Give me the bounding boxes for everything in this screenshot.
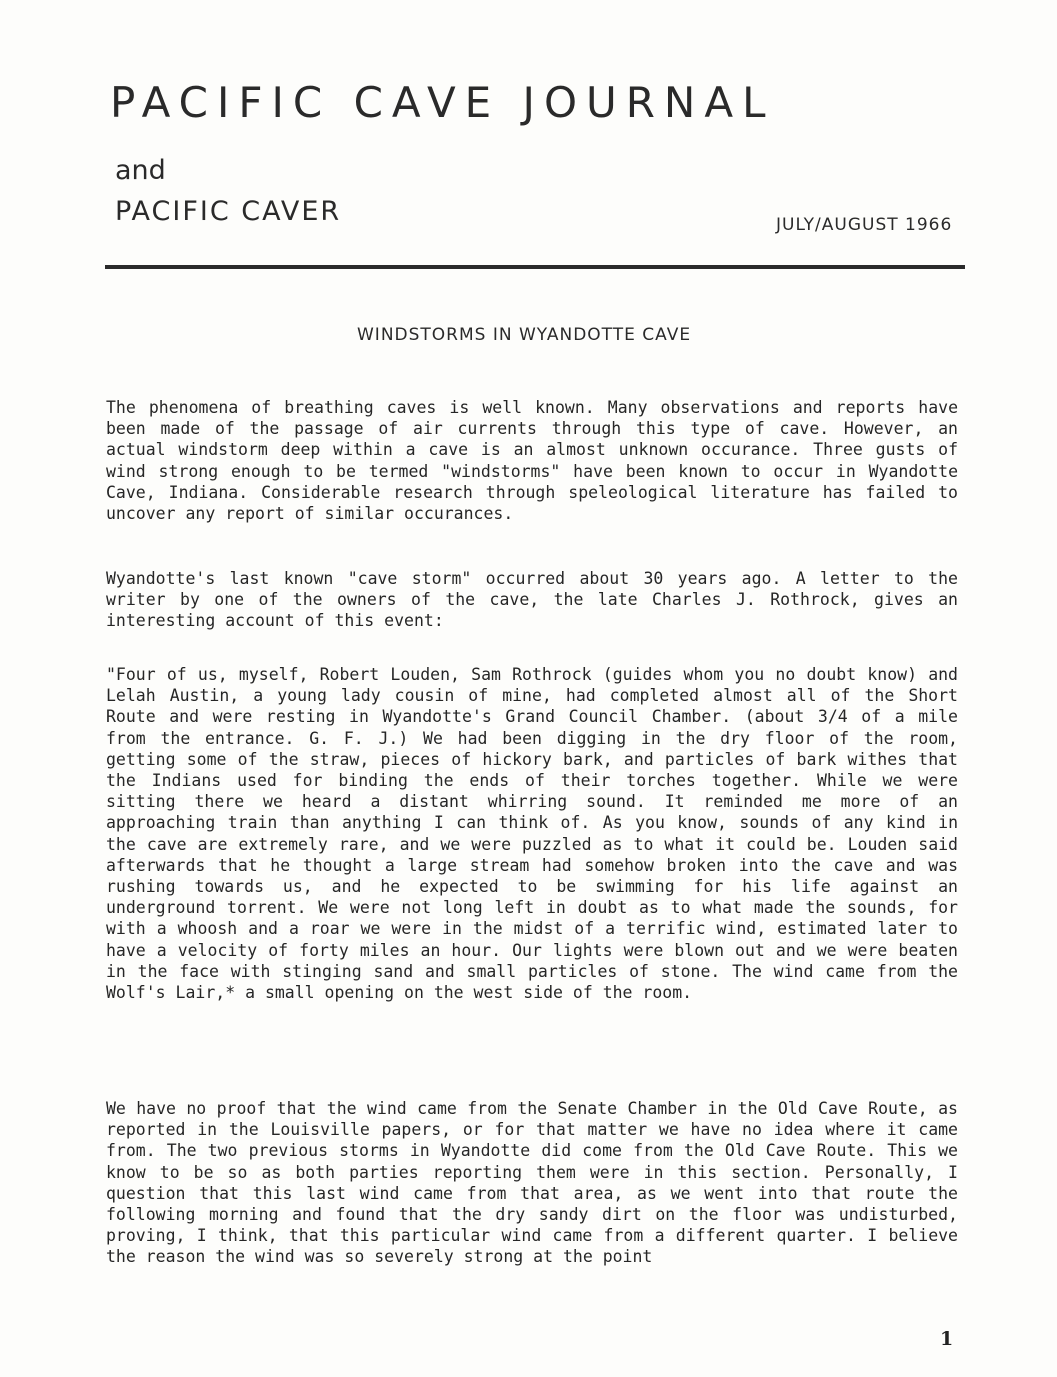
issue-date: JULY/AUGUST 1966 — [776, 215, 953, 235]
journal-subtitle: PACIFIC CAVER — [115, 196, 342, 227]
header-rule — [105, 265, 965, 269]
journal-title: PACIFIC CAVE JOURNAL — [110, 78, 775, 127]
paragraph-intro: The phenomena of breathing caves is well known. Many observations and reports have been made of the passage of air currents through this type of cave. However, an actual windstorm deep within a cave is an almost unknown occurance. Three gusts of wind strong enough to be termed "windstorms" have been known to occur in Wyandotte Cave, Indiana. Considerable research through speleological literature has failed to uncover any report of similar occurances. — [106, 398, 958, 524]
page-number: 1 — [940, 1328, 954, 1350]
paragraph-continuation: We have no proof that the wind came from the Senate Chamber in the Old Cave Route, as reported in the Louisville papers, or for that matter we have no idea where it came from. The two previous storms in Wyandotte did come from the Old Cave Route. This we know to be so as both parties reporting them were in this section. Personally, I question that this last wind came from that area, as we went into that route the following morning and found that the dry sandy dirt on the floor was undisturbed, proving, I think, that this particular wind came from a different quarter. I believe the reason the wind was so severely strong at the point — [106, 1099, 958, 1267]
paragraph-letter-intro: Wyandotte's last known "cave storm" occurred about 30 years ago. A letter to the writer by one of the owners of the cave, the late Charles J. Rothrock, gives an interesting account of this event: — [106, 569, 958, 631]
paragraph-quoted-account: "Four of us, myself, Robert Louden, Sam Rothrock (guides whom you no doubt know) and Lelah Austin, a young lady cousin of mine, had completed almost all of the Short Route and were resting in Wyandotte's Grand Council Chamber. (about 3/4 of a mile from the entrance. G. F. J.) We had been digging in the dry floor of the room, getting some of the straw, pieces of hickory bark, and particles of bark withes that the Indians used for binding the ends of their torches together. While we were sitting there we heard a distant whirring sound. It reminded me more of an approaching train than anything I can think of. As you know, sounds of any kind in the cave are extremely rare, and we were puzzled as to what it could be. Louden said afterwards that he thought a large stream had somehow broken into the cave and was rushing towards us, and he expected to be swimming for his life against an underground torrent. We were not long left in doubt as to what made the sounds, for with a whoosh and a roar we were in the midst of a terrific wind, estimated later to have a velocity of forty miles an hour. Our lights were blown out and we were beaten in the face with stinging sand and small particles of stone. The wind came from the Wolf's Lair,* a small opening on the west side of the room. — [106, 665, 958, 1003]
article-title: WINDSTORMS IN WYANDOTTE CAVE — [357, 325, 692, 345]
masthead-conjunction: and — [115, 155, 166, 186]
